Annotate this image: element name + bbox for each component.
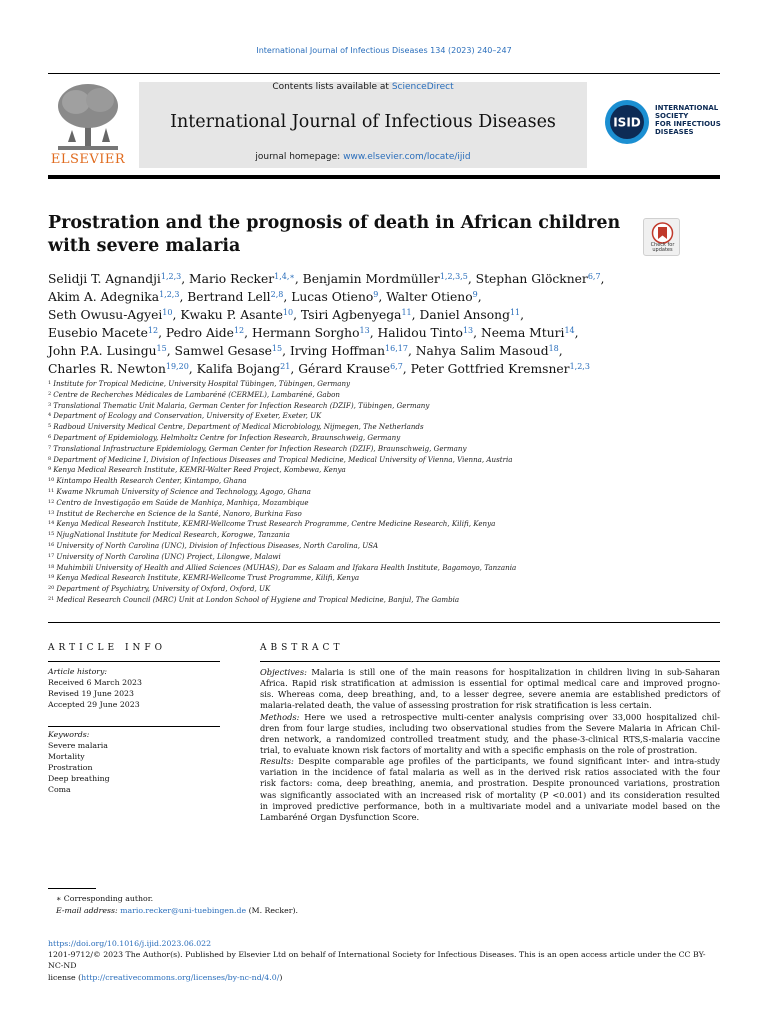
section-rule <box>48 622 720 623</box>
affiliation <box>48 400 720 411</box>
isid-logo-text: ISID <box>613 115 641 130</box>
abstract-line <box>260 700 720 711</box>
affiliation-number: 20 <box>48 585 55 592</box>
author-affiliation-marker[interactable]: 9 <box>373 290 379 300</box>
affiliation <box>48 518 720 529</box>
email-note <box>56 905 720 917</box>
email-link[interactable]: mario.recker@uni-tuebingen.de <box>120 905 247 915</box>
abstract-text: Despite comparable age profiles of the participants, we found significant inter- and intra-study <box>293 756 720 767</box>
keyword: Severe malaria <box>48 741 108 751</box>
affiliation-text: Institute for Tropical Medicine, University Hospital Tübingen, Tübingen, Germany <box>53 379 351 388</box>
contents-line <box>139 82 587 92</box>
affiliation-number: 5 <box>48 423 52 430</box>
affiliation-text: Department of Psychiatry, University of Oxford, Oxford, UK <box>56 584 271 594</box>
affiliation-text: Kintampo Health Research Center, Kintampo, Ghana <box>56 476 247 486</box>
author-name: Walter Otieno <box>386 290 473 305</box>
article-title: Prostration and the prognosis of death in African children with severe malaria <box>48 213 621 256</box>
abstract-line <box>260 801 720 812</box>
author-separator: , <box>574 326 579 341</box>
license-link[interactable]: http://creativecommons.org/licenses/by-nc-nd/4.0/ <box>81 972 280 982</box>
affiliation-text: Kwame Nkrumah University of Science and Technology, Agogo, Ghana <box>56 486 311 496</box>
sciencedirect-link[interactable]: ScienceDirect <box>391 82 454 92</box>
author-name: Charles R. Newton <box>48 362 166 377</box>
author-separator: , <box>473 326 481 341</box>
affiliation-text: Translational Infrastructure Epidemiology, German Center for Infection Research (DZIF), Braunschweig, Germany <box>53 443 467 453</box>
affiliation <box>48 594 720 605</box>
keywords <box>48 729 220 796</box>
journal-title: International Journal of Infectious Diseases <box>170 112 556 132</box>
abstract-section-label: Objectives: <box>260 667 307 677</box>
affiliation-text: Radboud University Medical Centre, Department of Medical Microbiology, Nijmegen, The Netherlands <box>53 422 424 432</box>
abstract-section-label: Methods: <box>260 711 300 722</box>
contents-prefix: Contents lists available at <box>272 82 392 92</box>
author-separator: , <box>520 308 525 323</box>
author-affiliation-marker[interactable]: 10 <box>282 308 294 318</box>
author-separator: , <box>290 362 299 377</box>
abstract-text: Here we used a retrospective multi-center analysis comprising over 33,000 hospitalized chil- <box>299 711 720 722</box>
author-affiliation-marker[interactable]: 15 <box>156 344 167 354</box>
abstract-line <box>260 756 720 767</box>
affiliation <box>48 583 720 594</box>
author-affiliation-marker[interactable]: 1,2,3 <box>569 362 590 372</box>
author-line <box>48 268 720 286</box>
abstract-text: Lambaréné Organ Dysfunction Score. <box>260 811 420 822</box>
affiliation-number: 14 <box>48 520 55 527</box>
license-suffix: ) <box>279 972 283 982</box>
author-affiliation-marker[interactable]: 9 <box>472 290 478 300</box>
history-accepted: Accepted 29 June 2023 <box>48 700 140 710</box>
author-separator: , <box>369 326 378 341</box>
affiliation-number: 13 <box>48 509 55 516</box>
author-line <box>48 340 720 358</box>
affiliation-number: 10 <box>48 477 55 484</box>
affiliation-number: 15 <box>48 531 55 538</box>
footnotes <box>56 893 720 916</box>
author-name: Gérard Krause <box>298 362 391 377</box>
author-name: Irving Hoffman <box>289 344 386 359</box>
affiliation <box>48 551 720 562</box>
article-history <box>48 666 220 710</box>
keyword: Mortality <box>48 752 85 762</box>
affiliation-number: 12 <box>48 498 55 505</box>
affiliation <box>48 529 720 540</box>
abstract-line <box>260 767 720 778</box>
affiliation-text: Kenya Medical Research Institute, KEMRI-Wellcome Trust Programme, Kilifi, Kenya <box>56 573 360 583</box>
author-name: Bertrand Lell <box>187 290 271 305</box>
author-name: Benjamin Mordmüller <box>302 272 440 286</box>
author-affiliation-marker[interactable]: 14 <box>564 326 575 336</box>
abstract-line <box>260 812 720 823</box>
publication-info <box>48 938 720 983</box>
affiliation <box>48 475 720 486</box>
affiliation-number: 21 <box>48 595 55 602</box>
abstract-line <box>260 678 720 689</box>
author-separator: , <box>283 290 292 305</box>
abstract-text: malaria-related death, the value of assessing prostration for risk stratification is less certain. <box>260 700 652 711</box>
author-affiliation-marker[interactable]: 1,2,3,5 <box>439 272 468 281</box>
affiliation <box>48 562 720 573</box>
author-affiliation-marker[interactable]: 13 <box>359 326 370 336</box>
abstract-line <box>260 689 720 700</box>
affiliation-number: 4 <box>48 412 52 419</box>
author-name: Mario Recker <box>189 272 275 286</box>
author-separator: , <box>166 344 175 359</box>
keywords-label: Keywords: <box>48 730 90 739</box>
affiliation <box>48 497 720 508</box>
homepage-line <box>139 152 587 162</box>
abstract-text: risk factors: coma, deep breathing, anemia, and prostration. Despite pronounced variations, prostration <box>260 778 720 789</box>
badge-text-line: updates <box>652 247 673 253</box>
affiliation-text: Department of Ecology and Conservation, University of Exeter, Exeter, UK <box>53 411 322 421</box>
author-name: Neema Mturi <box>480 326 565 341</box>
affiliation-list <box>48 378 720 605</box>
email-label: E-mail address: <box>56 905 121 915</box>
author-separator: , <box>172 308 181 323</box>
author-separator: , <box>402 362 411 377</box>
author-separator: , <box>411 308 420 323</box>
society-name-line: SOCIETY <box>655 112 689 120</box>
author-affiliation-marker[interactable]: 2,8 <box>270 290 284 300</box>
affiliation-text: Kenya Medical Research Institute, KEMRI-Wellcome Trust Research Programme, Centre Medicine Research, Kilifi, Kenya <box>56 519 496 529</box>
author-affiliation-marker[interactable]: 12 <box>147 326 159 336</box>
author-separator: , <box>293 308 301 323</box>
article-info-rule <box>48 661 220 662</box>
affiliation <box>48 421 720 432</box>
author-name: Pedro Aide <box>165 326 234 341</box>
affiliation-number: 17 <box>48 552 55 559</box>
affiliation-text: Department of Epidemiology, Helmholtz Centre for Infection Research, Braunschweig, Germany <box>53 432 401 442</box>
article-info-heading: ARTICLE INFO <box>48 643 167 653</box>
author-name: Samwel Gesase <box>174 344 272 359</box>
affiliation <box>48 443 720 454</box>
author-name: Kwaku P. Asante <box>180 308 283 323</box>
author-affiliation-marker[interactable]: 1,4,∗ <box>274 272 295 281</box>
abstract-line <box>260 745 720 756</box>
author-separator: , <box>378 290 387 305</box>
author-affiliation-marker[interactable]: 11 <box>509 308 521 318</box>
abstract-text: Malaria is still one of the main reasons for hospitalization in children living in sub-Saharan <box>306 667 720 677</box>
affiliation-text: Centre de Recherches Médicales de Lambaréné (CERMEL), Lambaréné, Gabon <box>53 389 340 399</box>
abstract-text: in improved predictive performance, both in a multivariate model and a univariate model based on the <box>260 800 720 811</box>
author-separator: , <box>477 290 482 305</box>
affiliation <box>48 378 720 389</box>
abstract-line <box>260 734 720 745</box>
abstract-text: sis. Whereas coma, deep breathing, and, to a lesser degree, severe anemia are established predictors of <box>260 689 720 700</box>
abstract-text: dren from four large studies, including two observational studies from the Severe Malaria in African Chil- <box>260 722 720 733</box>
affiliation-number: 6 <box>48 433 52 440</box>
author-affiliation-marker[interactable]: 16,17 <box>385 344 408 354</box>
author-name: Stephan Glöckner <box>475 272 588 286</box>
author-affiliation-marker[interactable]: 21 <box>280 362 291 372</box>
abstract-line <box>260 778 720 789</box>
author-separator: , <box>467 272 476 286</box>
author-affiliation-marker[interactable]: 13 <box>462 326 474 336</box>
author-separator: , <box>558 344 563 359</box>
author-affiliation-marker[interactable]: 6,7 <box>587 272 601 281</box>
affiliation-number: 11 <box>48 487 55 494</box>
affiliation-text: Institut de Recherche en Science de la Santé, Nanoro, Burkina Faso <box>56 508 302 518</box>
author-name: Lucas Otieno <box>291 290 374 305</box>
abstract-text: Africa. Rapid risk stratification at admission is essential for optimal medical care and improved progno- <box>260 678 720 689</box>
author-affiliation-marker[interactable]: 19,20 <box>165 362 189 372</box>
affiliation-number: 3 <box>48 401 52 408</box>
article-info-rule <box>48 726 220 727</box>
affiliation <box>48 464 720 475</box>
author-name: Nahya Salim Masoud <box>415 344 549 359</box>
history-received: Received 6 March 2023 <box>48 678 142 688</box>
keyword: Prostration <box>48 763 93 773</box>
author-name: Peter Gottfried Kremsner <box>410 362 570 377</box>
affiliation-number: 2 <box>48 390 52 397</box>
check-for-updates-button[interactable] <box>643 218 680 256</box>
doi-link[interactable]: https://doi.org/10.1016/j.ijid.2023.06.022 <box>48 939 212 948</box>
author-separator: , <box>294 272 303 286</box>
author-line <box>48 322 720 340</box>
abstract-line <box>260 712 720 723</box>
article-history-label: Article history: <box>48 667 108 676</box>
affiliation-text: NjugNational Institute for Medical Research, Korogwe, Tanzania <box>56 530 290 540</box>
affiliation-text: Translational Thematic Unit Malaria, German Center for Infection Research (DZIF), Tübingen, Germany <box>53 400 430 410</box>
author-name: Hermann Sorgho <box>251 326 360 341</box>
affiliation-number: 18 <box>48 563 55 570</box>
abstract-text: was significantly associated with an increased risk of mortality (P <0.001) and its consideration resulted <box>260 789 720 800</box>
abstract-rule <box>260 661 720 662</box>
affiliation <box>48 540 720 551</box>
homepage-link[interactable]: www.elsevier.com/locate/ijid <box>343 152 471 162</box>
affiliation-text: Muhimbili University of Health and Allied Sciences (MUHAS), Dar es Salaam and Ifakara Health Institute, Bagamoyo, Tanzania <box>56 562 517 572</box>
author-separator: , <box>179 290 188 305</box>
author-name: John P.A. Lusingu <box>48 344 157 359</box>
affiliation-text: University of North Carolina (UNC) Project, Lilongwe, Malawi <box>56 551 281 561</box>
publisher-name: ELSEVIER <box>50 152 126 167</box>
author-affiliation-marker[interactable]: 12 <box>233 326 245 336</box>
affiliation <box>48 508 720 519</box>
author-separator: , <box>600 272 605 286</box>
masthead-top-rule <box>48 73 720 74</box>
affiliation-number: 8 <box>48 455 52 462</box>
abstract-line <box>260 723 720 734</box>
homepage-prefix: journal homepage: <box>255 152 344 162</box>
society-name-line: DISEASES <box>655 128 694 136</box>
abstract-body <box>260 667 720 823</box>
affiliation-number: 7 <box>48 444 52 451</box>
author-name: Seth Owusu-Agyei <box>48 308 163 323</box>
corresponding-author-note: ∗ Corresponding author. <box>56 894 154 903</box>
affiliation-number: 16 <box>48 541 55 548</box>
affiliation-number: 19 <box>48 574 55 581</box>
author-line <box>48 358 720 376</box>
affiliation <box>48 432 720 443</box>
isid-logo-icon <box>604 99 650 145</box>
abstract-section-label: Results: <box>260 756 294 767</box>
affiliation <box>48 486 720 497</box>
society-name-line: INTERNATIONAL <box>655 104 719 112</box>
author-separator: , <box>282 344 290 359</box>
history-revised: Revised 19 June 2023 <box>48 689 134 699</box>
author-name: Akim A. Adegnika <box>48 290 160 305</box>
author-separator: , <box>181 272 190 286</box>
society-name-line: FOR INFECTIOUS <box>655 120 721 128</box>
affiliation <box>48 454 720 465</box>
author-line <box>48 286 720 304</box>
author-line <box>48 304 720 322</box>
affiliation-number: 9 <box>48 466 52 473</box>
author-separator: , <box>188 362 197 377</box>
author-list <box>48 268 720 377</box>
author-affiliation-marker[interactable]: 10 <box>162 308 173 318</box>
author-separator: , <box>407 344 416 359</box>
author-separator: , <box>244 326 252 341</box>
affiliation-text: Department of Medicine I, Division of Infectious Diseases and Tropical Medicine, Medical University of Vienna, Vienna, Austria <box>53 454 513 464</box>
author-separator: , <box>158 326 166 341</box>
author-name: Halidou Tinto <box>377 326 463 341</box>
email-suffix: (M. Recker). <box>246 905 298 915</box>
author-affiliation-marker[interactable]: 15 <box>271 344 283 354</box>
society-name <box>655 104 725 136</box>
affiliation-text: Medical Research Council (MRC) Unit at London School of Hygiene and Tropical Medicine, Banjul, The Gambia <box>56 594 460 604</box>
author-affiliation-marker[interactable]: 6,7 <box>390 362 403 372</box>
abstract-text: variation in the incidence of fatal malaria as well as in the derived risk ratios associated with the four <box>260 767 720 778</box>
license-link-line <box>48 972 720 983</box>
author-name: Eusebio Macete <box>48 326 148 341</box>
author-affiliation-marker[interactable]: 1,2,3 <box>159 290 180 300</box>
abstract-heading: ABSTRACT <box>260 643 344 653</box>
affiliation-text: University of North Carolina (UNC), Division of Infectious Diseases, North Carolina, USA <box>56 540 379 550</box>
abstract-text: trial, to evaluate known risk factors of mortality and with a specific emphasis on the role of prostration. <box>260 744 698 755</box>
author-affiliation-marker[interactable]: 1,2,3 <box>160 272 182 281</box>
abstract-line <box>260 790 720 801</box>
affiliation-text: Centro de Investigação em Saúde de Manhiça, Manhiça, Mozambique <box>56 497 309 507</box>
author-affiliation-marker[interactable]: 11 <box>401 308 412 318</box>
author-affiliation-marker[interactable]: 18 <box>548 344 559 354</box>
author-name: Kalifa Bojang <box>196 362 281 377</box>
journal-citation: International Journal of Infectious Diseases 134 (2023) 240–247 <box>256 46 512 55</box>
abstract-line <box>260 667 720 678</box>
updates-badge-text <box>644 243 681 253</box>
affiliation <box>48 572 720 583</box>
abstract-text: dren network, a randomized controlled treatment study, and the phase-3-clinical RTS,S-malaria vaccine <box>260 733 720 744</box>
license-line: 1201-9712/© 2023 The Author(s). Published by Elsevier Ltd on behalf of International Society for Infectious Diseases. This is an open access article under the CC BY-NC-ND <box>48 950 706 971</box>
affiliation-number: 1 <box>48 380 52 386</box>
author-name: Selidji T. Agnandji <box>48 272 161 286</box>
affiliation <box>48 410 720 421</box>
affiliation <box>48 389 720 400</box>
license-prefix: license ( <box>48 972 82 982</box>
footnote-rule <box>48 888 96 889</box>
affiliation-text: Kenya Medical Research Institute, KEMRI-Walter Reed Project, Kombewa, Kenya <box>53 465 346 475</box>
keyword: Deep breathing <box>48 774 110 784</box>
masthead-bottom-rule <box>48 175 720 179</box>
keyword: Coma <box>48 785 71 795</box>
author-name: Daniel Ansong <box>419 308 510 323</box>
author-name: Tsiri Agbenyega <box>300 308 402 323</box>
badge-text-line: Check for <box>650 242 675 248</box>
